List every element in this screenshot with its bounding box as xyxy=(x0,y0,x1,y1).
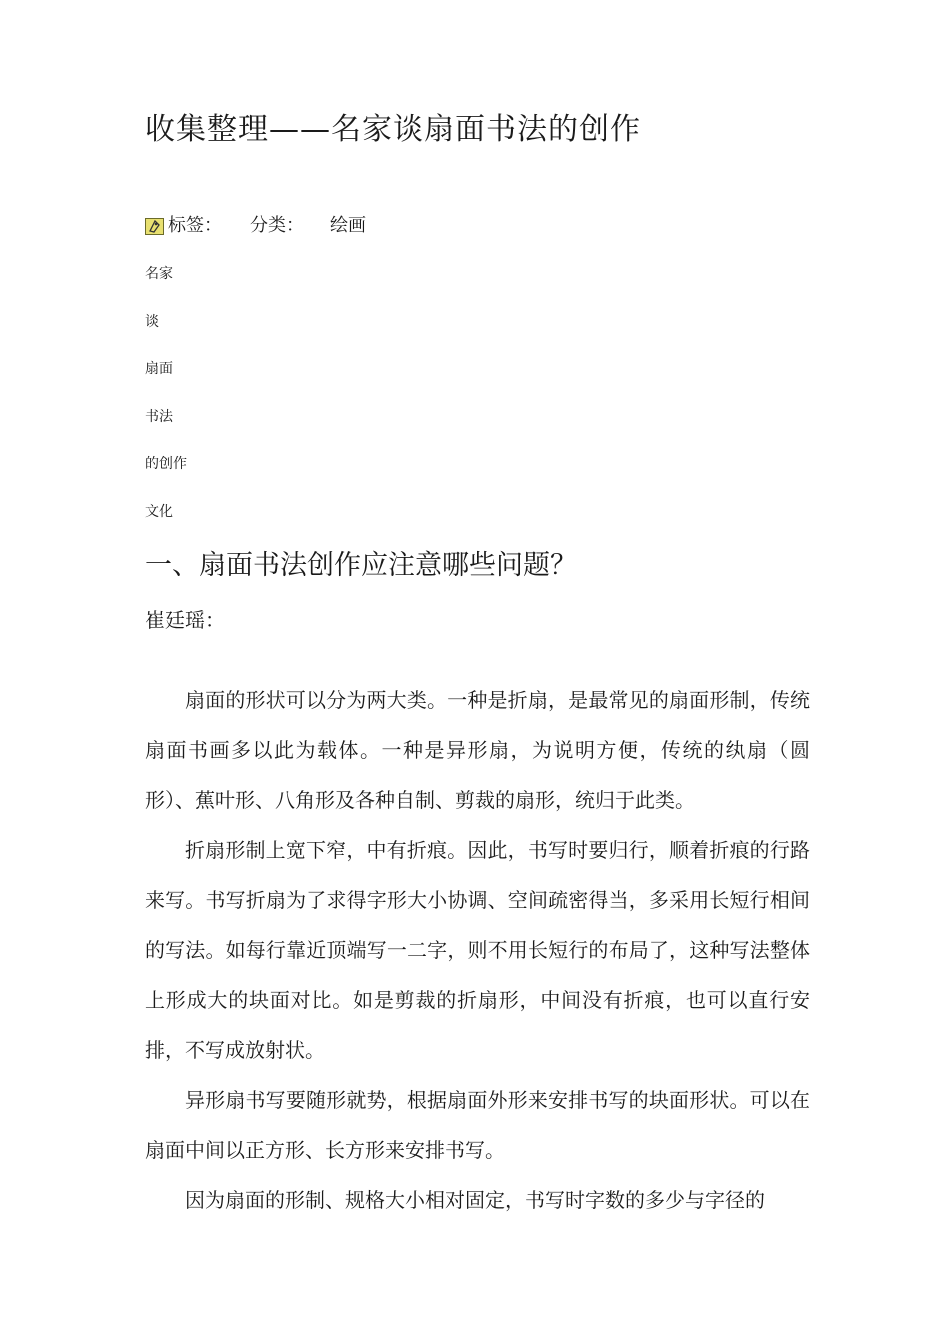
category-link[interactable]: 绘画 xyxy=(330,215,366,236)
paragraph: 折扇形制上宽下窄，中有折痕。因此，书写时要归行，顺着折痕的行路来写。书写折扇为了求得字形大小协调、空间疏密得当，多采用长短行相间的写法。如每行靠近顶端写一二字，则不用长短行的布局了，这种写法整体上形成大的块面对比。如是剪裁的折扇形，中间没有折痕，也可以直行安排，不写成放射状。 xyxy=(145,838,810,1062)
tag-item[interactable]: 文化 xyxy=(145,504,173,520)
tag-icon xyxy=(145,218,164,235)
paragraph: 异形扇书写要随形就势，根据扇面外形来安排书写的块面形状。可以在扇面中间以正方形、长方形来安排书写。 xyxy=(145,1088,810,1162)
tag-item[interactable]: 谈 xyxy=(145,314,159,330)
article-body xyxy=(145,675,810,1225)
tag-item[interactable]: 名家 xyxy=(145,266,173,282)
category-label: 分类： xyxy=(250,215,304,236)
meta-line xyxy=(145,213,366,239)
paragraph: 因为扇面的形制、规格大小相对固定，书写时字数的多少与字径的 xyxy=(185,1188,765,1212)
tag-item[interactable]: 书法 xyxy=(145,409,173,425)
paragraph: 扇面的形状可以分为两大类。一种是折扇，是最常见的扇面形制，传统扇面书画多以此为载体。一种是异形扇，为说明方便，传统的纨扇（圆形）、蕉叶形、八角形及各种自制、剪裁的扇形，统归于此类。 xyxy=(145,688,810,812)
document-title: 收集整理——名家谈扇面书法的创作 xyxy=(145,112,641,147)
author-name: 崔廷瑶： xyxy=(145,608,225,632)
tag-item[interactable]: 扇面 xyxy=(145,361,173,377)
section-heading: 一、扇面书法创作应注意哪些问题？ xyxy=(145,550,577,581)
tags-label: 标签： xyxy=(168,215,222,236)
tag-item[interactable]: 的创作 xyxy=(145,456,187,472)
